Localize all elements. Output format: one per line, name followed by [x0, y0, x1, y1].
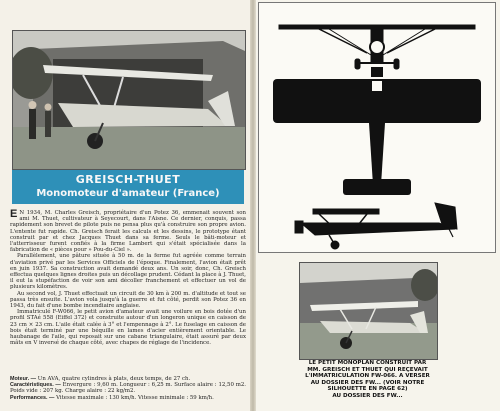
side-view-silhouette — [295, 203, 457, 249]
article-body — [10, 210, 246, 346]
caption-line: LE PETIT MONOPLAN CONSTRUIT PAR — [308, 360, 427, 366]
technical-data — [10, 376, 246, 401]
page-gutter — [250, 0, 256, 411]
caption-line: MM. GREISCH ET THUET QUI REÇEVAIT — [307, 366, 428, 373]
caption-line: AU DOSSIER DES FW... (VOIR NOTRE — [310, 379, 425, 386]
article-title-panel — [12, 170, 244, 204]
paragraph-3: Au second vol, J. Thuet effectuait un circuit de 30 km à 200 m. d'altitude et tout se passa très ensuite. L'avion vola jusqu'à la guerre et fut côté, perdit son Potez 36 en 1943, du fait d'une bombe incendiaire anglaise. — [10, 290, 246, 310]
top-view-silhouette — [273, 67, 481, 195]
tech-performance: Performances. — Vitesse maximale : 130 km/h. Vitesse minimale : 59 km/h. — [10, 394, 214, 401]
paragraph-1: E N 1934, M. Charles Greisch, propriétaire d'un Potez 36, emmenait souvent son ami M. Thuet, cultivateur à Seyecourt, dans l'Aisne. Ce dernier, conquis, passa rapidement son brevet de pilote puis ne pensa plus qu'à construire son propre avion. L'entente fut rapide. Ch. Greisch ferait les calculs et les dessins, le prototype étant construit par et chez Jacques Thuet dans sa ferme. Seuls le bâti-moteur et l'atterrisseur furent confiés à la firme Lambert qui s'était spécialisée dans la fabrication de « pièces pour » Pou-du-Ciel ». — [10, 208, 246, 254]
aircraft-photo-field — [299, 262, 438, 360]
caption-line: L'IMMATRICULATION FW-066. A VERSER — [305, 373, 430, 380]
paragraph-4: Immatriculé F-W066, le petit avion d'amateur avait une voilure en bois dotée d'un profil STAé 558 (Eiffel 372) et construite autour d'un longeron unique en caisson de 23 cm × 23 cm. L'aile était calée à 3° et l'empennage à 2°. Le fuselage en caisson de bois était terminé par une béquille en lames d'acier entièrement orientable. Le haubanage de l'aile, qui reposait sur une cabane triangulaire, était assuré par deux mâts en V inversé de chaque côté, avec chapes de réglage de l'incidence. — [10, 309, 246, 347]
dropcap: E — [10, 208, 18, 220]
caption-line: AU DOSSIER DES FW... — [332, 392, 403, 399]
tech-characteristics: Caractéristiques. — Envergure : 9,60 m. Longueur : 6,25 m. Surface alaire : 12,50 m2. Poids vide : 207 kg. Charge alaire : 22 kg/m2. — [10, 382, 247, 395]
paragraph-2: Parallèlement, une pâture située à 50 m. de la ferme fut agréée comme terrain d'aviation privé par les Services Officiels de l'époque. Finalement, l'avion était prêt en juin 1937. Sa construction avait demandé deux ans. Un soir, donc, Ch. Greisch effectua quelques lignes droites puis un décollage prudent. Cédant la place à J. Thuet, il eut la stupéfaction de voir son ami décoller franchement et effectuer un vol de plusieurs kilomètres. — [10, 253, 247, 291]
three-view-drawing — [258, 2, 496, 253]
photo-caption — [299, 360, 436, 400]
article-title: GREISCH-THUET — [75, 173, 181, 186]
tech-engine: Moteur. — Un AVA, quatre cylindres à plats, deux temps, de 27 ch. — [10, 376, 191, 382]
front-view-silhouette — [279, 25, 475, 69]
caption-line: SILHOUETTE EN PAGE 62) — [327, 386, 408, 393]
aircraft-photo-hangar — [12, 30, 246, 170]
article-subtitle: Monomoteur d'amateur (France) — [36, 188, 220, 199]
